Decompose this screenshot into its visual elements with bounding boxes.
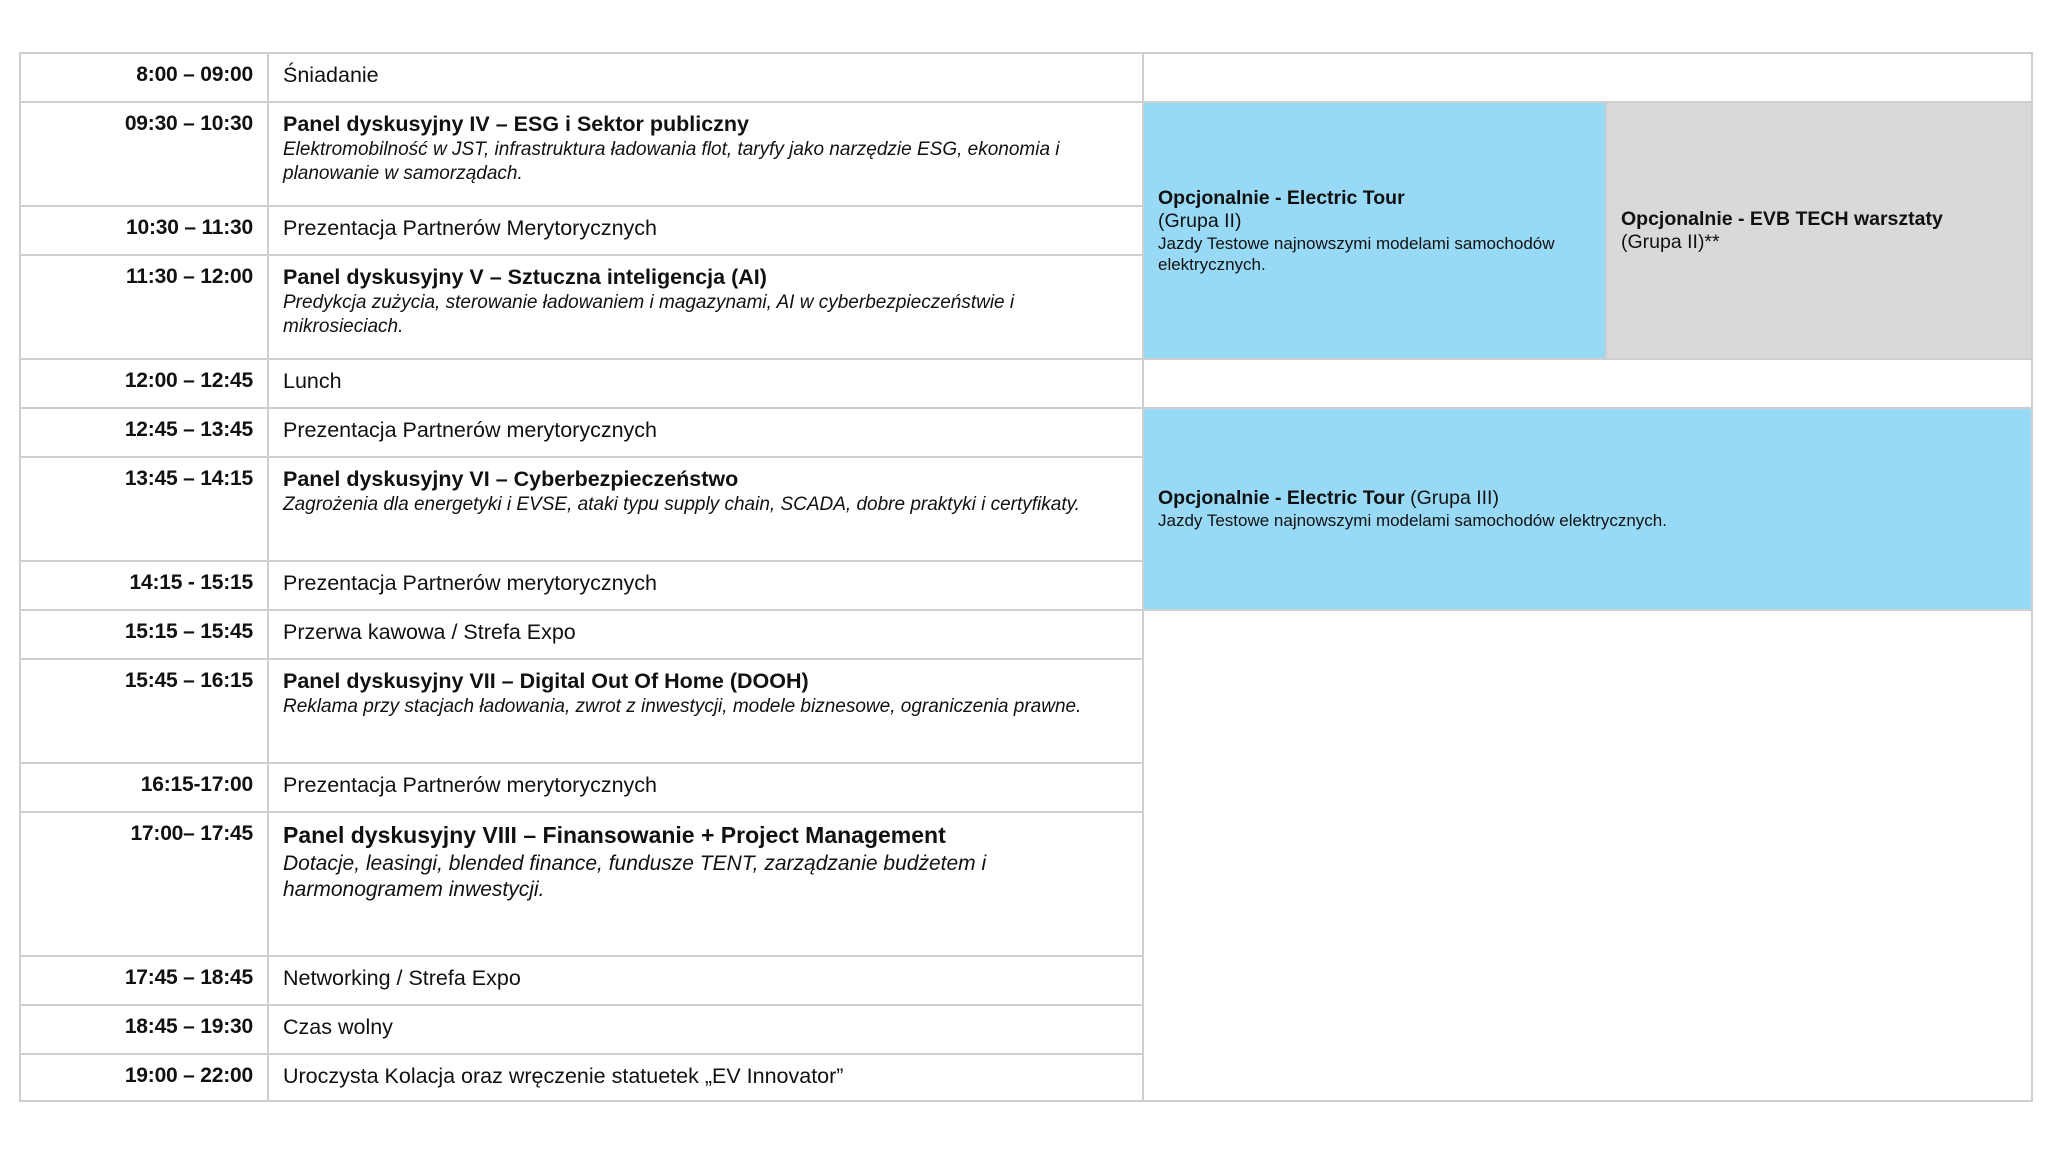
program-cell (269, 54, 1144, 103)
optional-group: (Grupa III) (1410, 487, 1499, 509)
program-title: Prezentacja Partnerów merytorycznych (283, 418, 658, 442)
panel-title: Panel dyskusyjny V – Sztuczna inteligencja (AI) (283, 265, 767, 289)
program-title: Prezentacja Partnerów merytorycznych (283, 773, 658, 797)
program-cell (269, 360, 1144, 409)
empty-cell (1144, 611, 2031, 1100)
time-cell: 14:15 - 15:15 (21, 562, 269, 611)
program-cell (269, 409, 1144, 458)
time-cell: 12:00 – 12:45 (21, 360, 269, 409)
panel-title: Panel dyskusyjny VIII – Finansowanie + Project Management (283, 822, 946, 848)
program-cell (269, 813, 1144, 957)
optional-electric-tour-group-2 (1144, 103, 1607, 360)
program-title: Prezentacja Partnerów Merytorycznych (283, 216, 658, 240)
time-cell: 16:15-17:00 (21, 764, 269, 813)
program-cell (269, 660, 1144, 764)
panel-description: Predykcja zużycia, sterowanie ładowaniem i magazynami, AI w cyberbezpieczeństwie i mikrosieciach. (283, 292, 1015, 337)
program-cell (269, 207, 1144, 256)
program-title: Lunch (283, 369, 342, 393)
panel-description: Zagrożenia dla energetyki i EVSE, ataki typu supply chain, SCADA, dobre praktyki i certyfikaty. (283, 494, 1080, 515)
optional-workshop-group-2 (1607, 103, 2031, 360)
panel-description: Elektromobilność w JST, infrastruktura ładowania flot, taryfy jako narzędzie ESG, ekonomia i planowanie w samorządach. (283, 139, 1060, 184)
program-title: Czas wolny (283, 1015, 393, 1039)
program-cell (269, 256, 1144, 360)
panel-title: Panel dyskusyjny IV – ESG i Sektor publiczny (283, 112, 749, 136)
program-cell (269, 562, 1144, 611)
optional-group: (Grupa II)** (1621, 230, 1720, 253)
time-cell: 17:45 – 18:45 (21, 957, 269, 1006)
panel-description: Reklama przy stacjach ładowania, zwrot z inwestycji, modele biznesowe, ograniczenia prawne. (283, 696, 1082, 717)
panel-title: Panel dyskusyjny VI – Cyberbezpieczeństwo (283, 467, 739, 491)
time-cell: 19:00 – 22:00 (21, 1055, 269, 1100)
optional-title: Opcjonalnie - Electric Tour (1158, 487, 1405, 509)
time-cell: 10:30 – 11:30 (21, 207, 269, 256)
program-cell (269, 1006, 1144, 1055)
time-cell: 13:45 – 14:15 (21, 458, 269, 562)
empty-cell (1144, 360, 2031, 409)
program-cell (269, 103, 1144, 207)
optional-group: (Grupa II) (1158, 209, 1242, 232)
panel-title: Panel dyskusyjny VII – Digital Out Of Home (DOOH) (283, 669, 809, 693)
optional-title: Opcjonalnie - EVB TECH warsztaty (1621, 207, 1943, 230)
time-cell: 18:45 – 19:30 (21, 1006, 269, 1055)
time-cell: 15:45 – 16:15 (21, 660, 269, 764)
program-title: Prezentacja Partnerów merytorycznych (283, 571, 658, 595)
program-title: Przerwa kawowa / Strefa Expo (283, 620, 576, 644)
time-cell: 15:15 – 15:45 (21, 611, 269, 660)
program-cell (269, 1055, 1144, 1100)
program-cell (269, 764, 1144, 813)
empty-cell (1144, 54, 2031, 103)
program-title: Śniadanie (283, 63, 379, 87)
program-title: Networking / Strefa Expo (283, 966, 521, 990)
time-cell: 12:45 – 13:45 (21, 409, 269, 458)
program-cell (269, 458, 1144, 562)
program-cell (269, 957, 1144, 1006)
optional-description: Jazdy Testowe najnowszymi modelami samochodów elektrycznych. (1158, 511, 1667, 530)
agenda-table (19, 52, 2033, 1102)
optional-title: Opcjonalnie - Electric Tour (1158, 186, 1405, 209)
time-cell: 17:00– 17:45 (21, 813, 269, 957)
time-cell: 8:00 – 09:00 (21, 54, 269, 103)
time-cell: 09:30 – 10:30 (21, 103, 269, 207)
time-cell: 11:30 – 12:00 (21, 256, 269, 360)
optional-description: Jazdy Testowe najnowszymi modelami samochodów elektrycznych. (1158, 233, 1555, 274)
program-title: Uroczysta Kolacja oraz wręczenie statuetek „EV Innovator” (283, 1064, 844, 1088)
panel-description: Dotacje, leasingi, blended finance, fundusze TENT, zarządzanie budżetem i harmonogramem inwestycji. (283, 852, 987, 901)
program-cell (269, 611, 1144, 660)
optional-electric-tour-group-3 (1144, 409, 2031, 611)
